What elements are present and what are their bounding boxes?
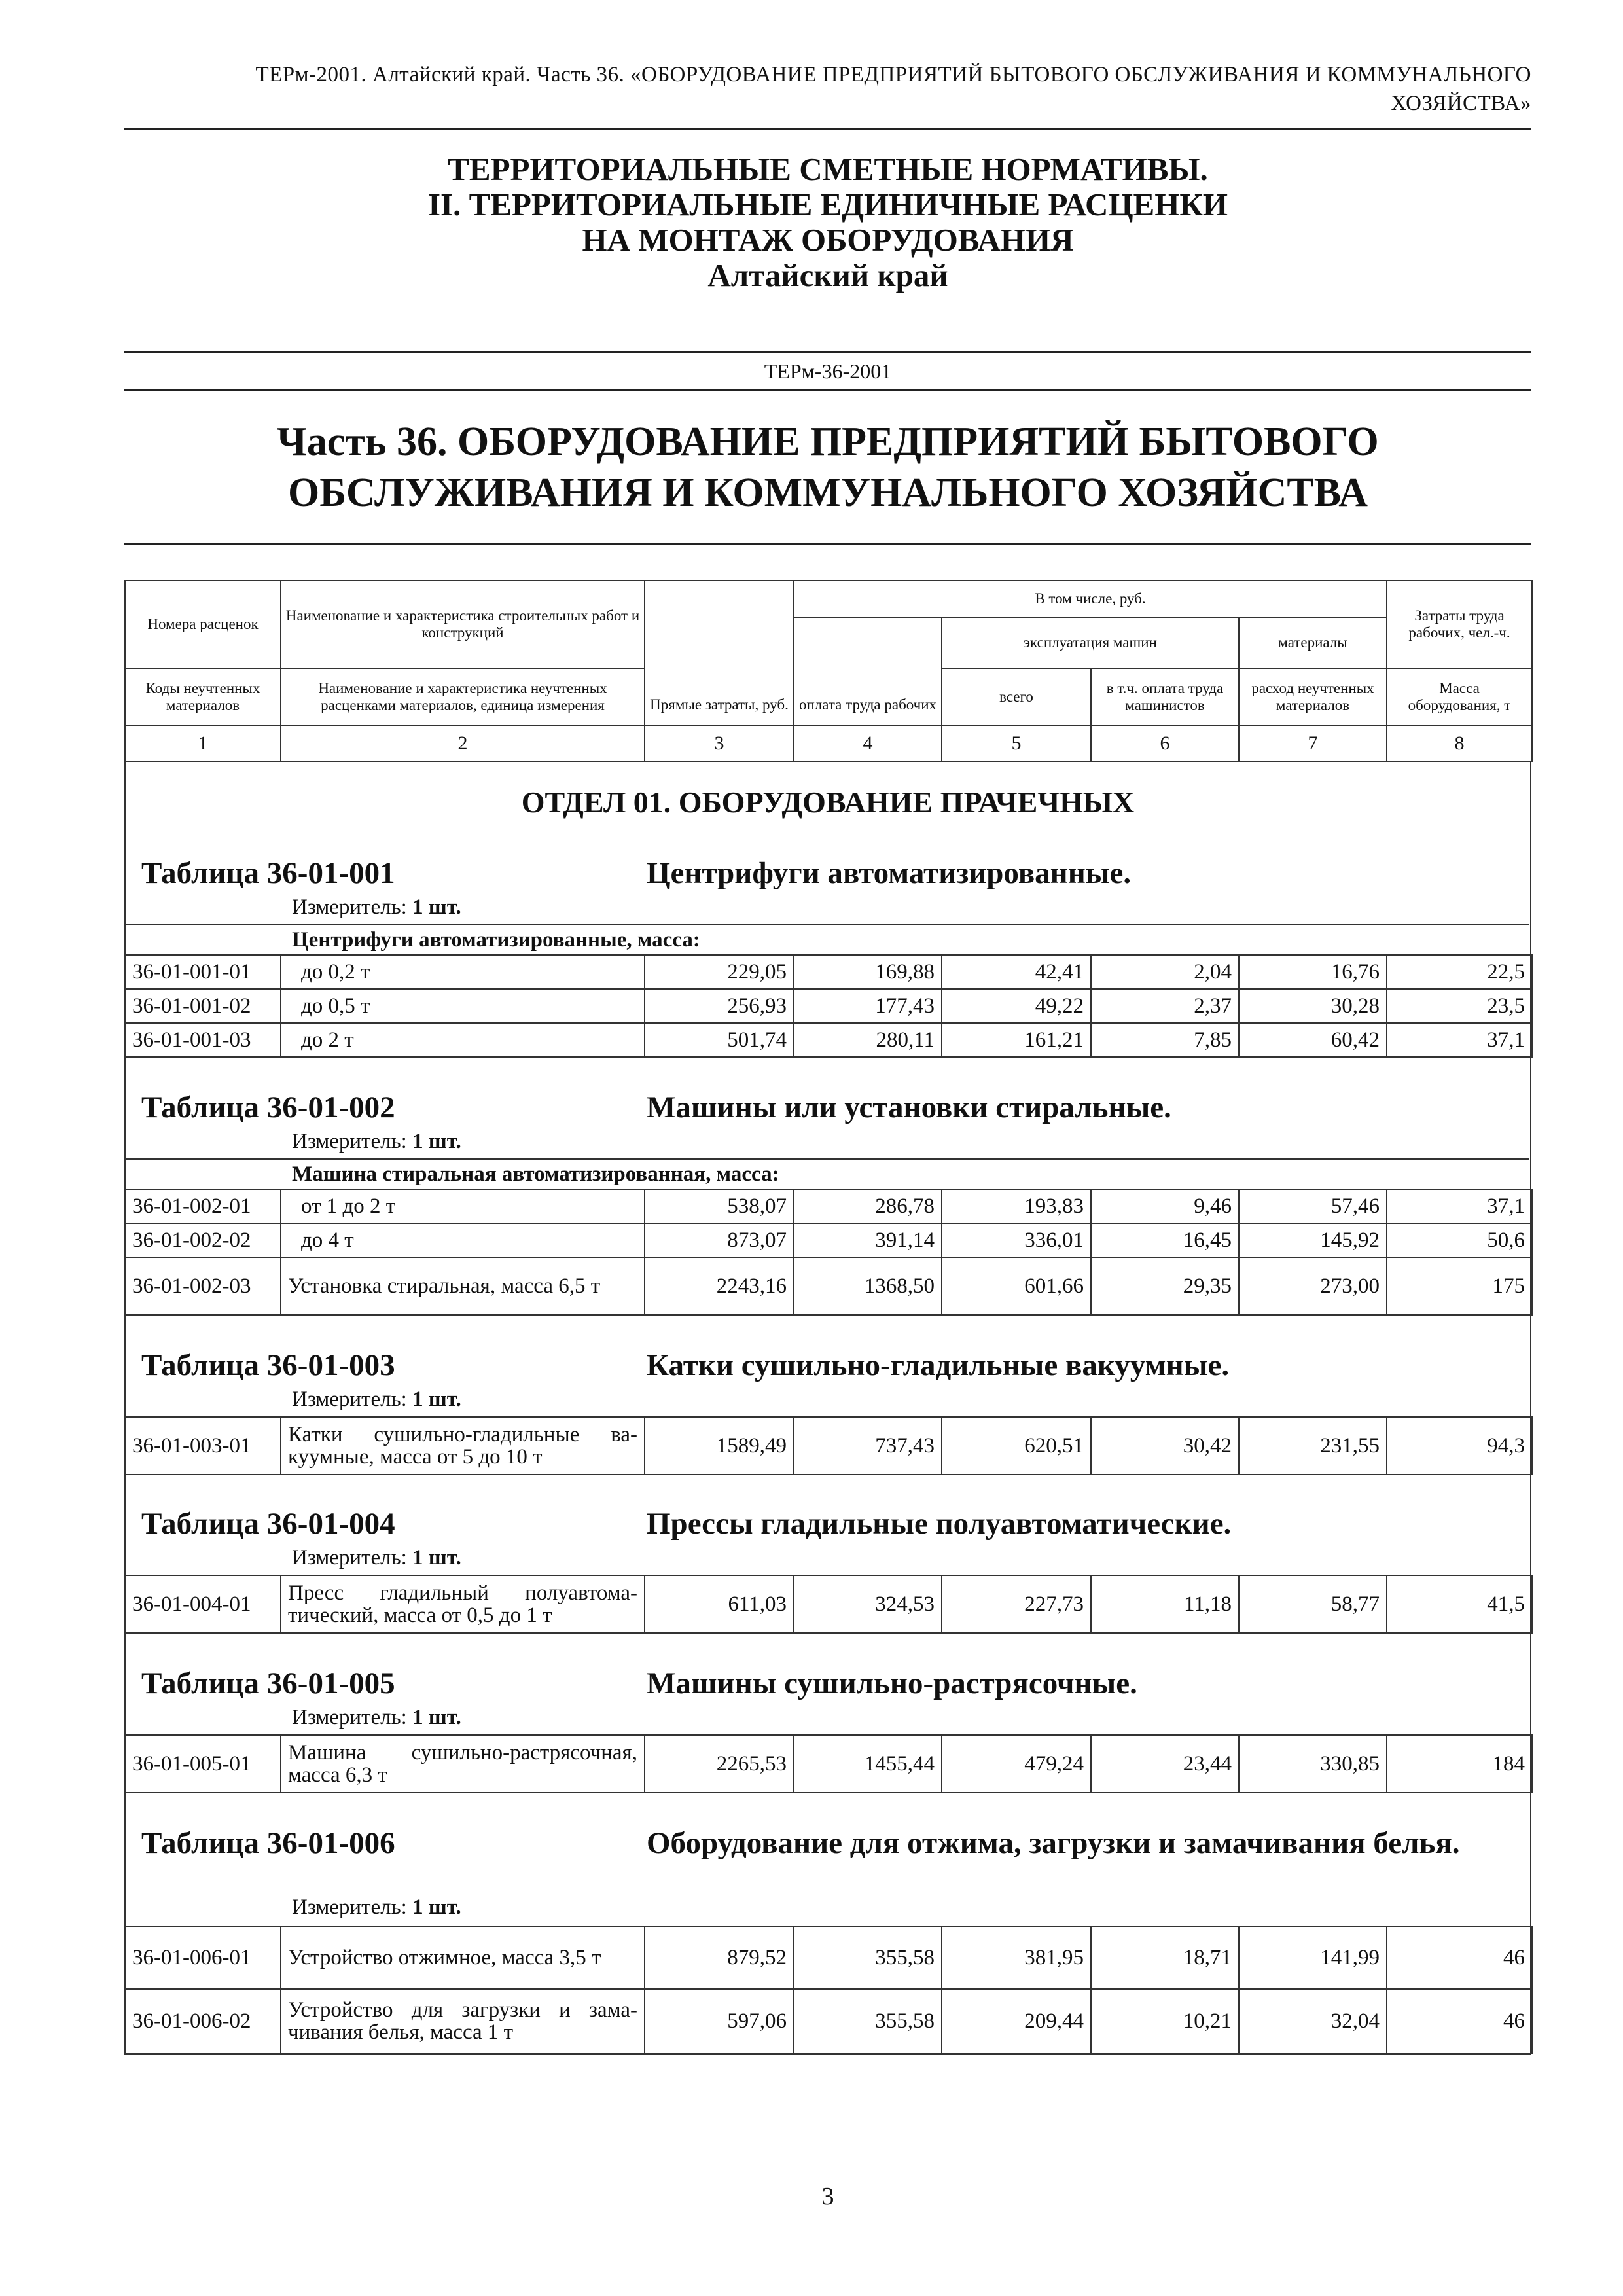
labor-hours: 41,5 <box>1387 1575 1532 1633</box>
rate-name: до 0,5 т <box>281 989 645 1023</box>
worker-wages: 169,88 <box>794 955 942 989</box>
measure-label: Измеритель: <box>292 1895 407 1919</box>
column-number: 6 <box>1091 726 1239 761</box>
header-materials: материалы <box>1239 617 1387 668</box>
worker-wages: 391,14 <box>794 1223 942 1257</box>
table-row <box>125 1926 1532 1989</box>
header-machinist-wages: в т.ч. оплата труда машинистов <box>1091 668 1239 726</box>
table-number: Таблица 36-01-004 <box>141 1507 395 1541</box>
worker-wages: 324,53 <box>794 1575 942 1633</box>
material-costs: 32,04 <box>1239 1989 1387 2053</box>
labor-hours: 46 <box>1387 1989 1532 2053</box>
material-costs: 57,46 <box>1239 1189 1387 1223</box>
rate-name: Катки сушильно-гладильные ва-куумные, масса от 5 до 10 т <box>281 1417 645 1475</box>
header-equipment-mass: Масса оборудования, т <box>1387 668 1532 726</box>
part-title-line: ОБСЛУЖИВАНИЯ И КОММУНАЛЬНОГО ХОЗЯЙСТВА <box>288 471 1368 515</box>
rate-code: 36-01-004-01 <box>125 1575 281 1633</box>
machinist-wages: 18,71 <box>1091 1926 1239 1989</box>
machine-costs: 193,83 <box>942 1189 1091 1223</box>
part-title <box>124 416 1531 518</box>
machine-costs: 620,51 <box>942 1417 1091 1475</box>
running-head: ТЕРм-2001. Алтайский край. Часть 36. «ОБОРУДОВАНИЕ ПРЕДПРИЯТИЙ БЫТОВОГО ОБСЛУЖИВАНИЯ И КОММУНАЛЬНОГО ХОЗЯЙСТВА» <box>255 63 1531 115</box>
labor-hours: 184 <box>1387 1735 1532 1793</box>
column-number: 5 <box>942 726 1091 761</box>
direct-costs: 611,03 <box>645 1575 794 1633</box>
table-row <box>125 989 1532 1023</box>
rate-name: Машина сушильно-растрясочная, масса 6,3 т <box>281 1735 645 1793</box>
header-machine-ops: эксплуатация машин <box>942 617 1239 668</box>
labor-hours: 37,1 <box>1387 1189 1532 1223</box>
direct-costs: 873,07 <box>645 1223 794 1257</box>
table-row <box>125 1223 1532 1257</box>
rate-name: Устройство для загрузки и зама-чивания белья, масса 1 т <box>281 1989 645 2053</box>
table-header <box>124 580 1533 762</box>
table-row <box>125 1735 1532 1793</box>
direct-costs: 501,74 <box>645 1023 794 1057</box>
labor-hours: 94,3 <box>1387 1417 1532 1475</box>
header-total: всего <box>942 668 1091 726</box>
table-row <box>125 1189 1532 1223</box>
measure-label: Измеритель: <box>292 1706 407 1729</box>
rate-code: 36-01-005-01 <box>125 1735 281 1793</box>
machinist-wages: 7,85 <box>1091 1023 1239 1057</box>
direct-costs: 2265,53 <box>645 1735 794 1793</box>
measure-unit <box>292 1386 461 1412</box>
measure-unit <box>292 1894 461 1920</box>
table-number: Таблица 36-01-001 <box>141 856 395 890</box>
rate-code: 36-01-001-01 <box>125 955 281 989</box>
labor-hours: 23,5 <box>1387 989 1532 1023</box>
table-row <box>125 1575 1532 1633</box>
measure-unit <box>292 1128 461 1155</box>
labor-hours: 175 <box>1387 1257 1532 1315</box>
table-name: Катки сушильно-гладильные вакуумные. <box>647 1348 1230 1382</box>
material-costs: 58,77 <box>1239 1575 1387 1633</box>
machine-costs: 161,21 <box>942 1023 1091 1057</box>
page-number: 3 <box>821 2183 834 2210</box>
rate-code: 36-01-001-03 <box>125 1023 281 1057</box>
machine-costs: 227,73 <box>942 1575 1091 1633</box>
measure-label: Измеритель: <box>292 895 407 919</box>
rate-code: 36-01-002-01 <box>125 1189 281 1223</box>
rate-name: Пресс гладильный полуавтома-тический, масса от 0,5 до 1 т <box>281 1575 645 1633</box>
column-number: 8 <box>1387 726 1532 761</box>
direct-costs: 538,07 <box>645 1189 794 1223</box>
machinist-wages: 30,42 <box>1091 1417 1239 1475</box>
table-name: Оборудование для отжима, загрузки и замачивания белья. <box>647 1826 1460 1860</box>
material-costs: 30,28 <box>1239 989 1387 1023</box>
machine-costs: 336,01 <box>942 1223 1091 1257</box>
worker-wages: 355,58 <box>794 1926 942 1989</box>
rate-name: до 0,2 т <box>281 955 645 989</box>
worker-wages: 286,78 <box>794 1189 942 1223</box>
machine-costs: 601,66 <box>942 1257 1091 1315</box>
header-rule <box>124 128 1531 130</box>
table-row <box>125 1989 1532 2053</box>
measure-value: 1 шт. <box>412 1388 461 1411</box>
document-code: ТЕРм-36-2001 <box>124 351 1531 391</box>
column-number: 3 <box>645 726 794 761</box>
rates-table <box>124 1416 1533 1475</box>
table-row <box>125 955 1532 989</box>
table-number: Таблица 36-01-003 <box>141 1348 395 1382</box>
material-costs: 60,42 <box>1239 1023 1387 1057</box>
document-title-line: Алтайский край <box>707 257 948 293</box>
rates-table <box>124 1734 1533 1793</box>
rates-table <box>124 1926 1533 2054</box>
rate-code: 36-01-001-02 <box>125 989 281 1023</box>
table-row <box>125 1257 1532 1315</box>
rate-name: Устройство отжимное, масса 3,5 т <box>281 1926 645 1989</box>
column-number: 7 <box>1239 726 1387 761</box>
table-name: Центрифуги автоматизированные. <box>647 856 1132 890</box>
table-number: Таблица 36-01-006 <box>141 1826 395 1860</box>
machinist-wages: 2,37 <box>1091 989 1239 1023</box>
worker-wages: 1368,50 <box>794 1257 942 1315</box>
header-wages: оплата труда рабочих <box>794 617 942 726</box>
header-material-name: Наименование и характеристика неучтенных расценками материалов, единица измерения <box>281 668 645 726</box>
document-title-line: II. ТЕРРИТОРИАЛЬНЫЕ ЕДИНИЧНЫЕ РАСЦЕНКИ <box>427 187 1228 223</box>
section-title: ОТДЕЛ 01. ОБОРУДОВАНИЕ ПРАЧЕЧНЫХ <box>521 785 1135 819</box>
measure-value: 1 шт. <box>412 1706 461 1729</box>
machine-costs: 479,24 <box>942 1735 1091 1793</box>
table-row <box>125 1023 1532 1057</box>
header-labor-costs: Затраты труда рабочих, чел.-ч. <box>1387 581 1532 668</box>
table-name: Прессы гладильные полуавтоматические. <box>647 1507 1232 1541</box>
machine-costs: 42,41 <box>942 955 1091 989</box>
group-heading-label: Центрифуги автоматизированные, масса: <box>292 928 700 952</box>
rates-table <box>124 1189 1533 1316</box>
rate-name: до 4 т <box>281 1223 645 1257</box>
labor-hours: 37,1 <box>1387 1023 1532 1057</box>
document-title-line: ТЕРРИТОРИАЛЬНЫЕ СМЕТНЫЕ НОРМАТИВЫ. <box>448 151 1208 187</box>
table-number: Таблица 36-01-005 <box>141 1666 395 1700</box>
worker-wages: 737,43 <box>794 1417 942 1475</box>
table-name: Машины или установки стиральные. <box>647 1090 1171 1124</box>
labor-hours: 46 <box>1387 1926 1532 1989</box>
column-number: 1 <box>125 726 281 761</box>
machine-costs: 49,22 <box>942 989 1091 1023</box>
worker-wages: 280,11 <box>794 1023 942 1057</box>
labor-hours: 50,6 <box>1387 1223 1532 1257</box>
worker-wages: 1455,44 <box>794 1735 942 1793</box>
direct-costs: 256,93 <box>645 989 794 1023</box>
material-costs: 330,85 <box>1239 1735 1387 1793</box>
direct-costs: 879,52 <box>645 1926 794 1989</box>
table-row <box>125 1417 1532 1475</box>
header-material-codes: Коды неучтенных материалов <box>125 668 281 726</box>
worker-wages: 355,58 <box>794 1989 942 2053</box>
document-title <box>124 152 1531 293</box>
group-heading <box>124 1158 1529 1189</box>
rates-table <box>124 954 1533 1058</box>
rate-name: до 2 т <box>281 1023 645 1057</box>
machinist-wages: 11,18 <box>1091 1575 1239 1633</box>
document-title-line: НА МОНТАЖ ОБОРУДОВАНИЯ <box>582 222 1074 258</box>
labor-hours: 22,5 <box>1387 955 1532 989</box>
direct-costs: 2243,16 <box>645 1257 794 1315</box>
material-costs: 145,92 <box>1239 1223 1387 1257</box>
column-number: 4 <box>794 726 942 761</box>
worker-wages: 177,43 <box>794 989 942 1023</box>
header-work-name: Наименование и характеристика строительных работ и конструкций <box>281 581 645 668</box>
rate-code: 36-01-002-02 <box>125 1223 281 1257</box>
machinist-wages: 29,35 <box>1091 1257 1239 1315</box>
part-title-line: Часть 36. ОБОРУДОВАНИЕ ПРЕДПРИЯТИЙ БЫТОВОГО <box>277 420 1379 464</box>
table-number: Таблица 36-01-002 <box>141 1090 395 1124</box>
rate-code: 36-01-006-01 <box>125 1926 281 1989</box>
header-rate-numbers: Номера расценок <box>125 581 281 668</box>
header-in-that: В том числе, руб. <box>794 581 1387 617</box>
machinist-wages: 10,21 <box>1091 1989 1239 2053</box>
part-rule <box>124 543 1531 545</box>
measure-value: 1 шт. <box>412 895 461 919</box>
rate-code: 36-01-003-01 <box>125 1417 281 1475</box>
rates-table <box>124 1575 1533 1634</box>
rate-code: 36-01-006-02 <box>125 1989 281 2053</box>
measure-unit <box>292 894 461 920</box>
direct-costs: 597,06 <box>645 1989 794 2053</box>
machine-costs: 209,44 <box>942 1989 1091 2053</box>
rate-name: от 1 до 2 т <box>281 1189 645 1223</box>
material-costs: 16,76 <box>1239 955 1387 989</box>
measure-value: 1 шт. <box>412 1130 461 1153</box>
machinist-wages: 23,44 <box>1091 1735 1239 1793</box>
measure-label: Измеритель: <box>292 1546 407 1570</box>
measure-value: 1 шт. <box>412 1546 461 1570</box>
machine-costs: 381,95 <box>942 1926 1091 1989</box>
direct-costs: 1589,49 <box>645 1417 794 1475</box>
measure-label: Измеритель: <box>292 1130 407 1153</box>
material-costs: 231,55 <box>1239 1417 1387 1475</box>
header-unaccounted-materials: расход неучтенных материалов <box>1239 668 1387 726</box>
measure-value: 1 шт. <box>412 1895 461 1919</box>
rate-code: 36-01-002-03 <box>125 1257 281 1315</box>
measure-unit <box>292 1545 461 1571</box>
header-direct-costs: Прямые затраты, руб. <box>645 581 794 726</box>
material-costs: 141,99 <box>1239 1926 1387 1989</box>
machinist-wages: 16,45 <box>1091 1223 1239 1257</box>
machinist-wages: 2,04 <box>1091 955 1239 989</box>
rate-name: Установка стиральная, масса 6,5 т <box>281 1257 645 1315</box>
machinist-wages: 9,46 <box>1091 1189 1239 1223</box>
measure-unit <box>292 1704 461 1731</box>
group-heading <box>124 924 1529 954</box>
direct-costs: 229,05 <box>645 955 794 989</box>
material-costs: 273,00 <box>1239 1257 1387 1315</box>
column-number: 2 <box>281 726 645 761</box>
table-name: Машины сушильно-растрясочные. <box>647 1666 1137 1700</box>
group-heading-label: Машина стиральная автоматизированная, масса: <box>292 1162 779 1186</box>
measure-label: Измеритель: <box>292 1388 407 1411</box>
